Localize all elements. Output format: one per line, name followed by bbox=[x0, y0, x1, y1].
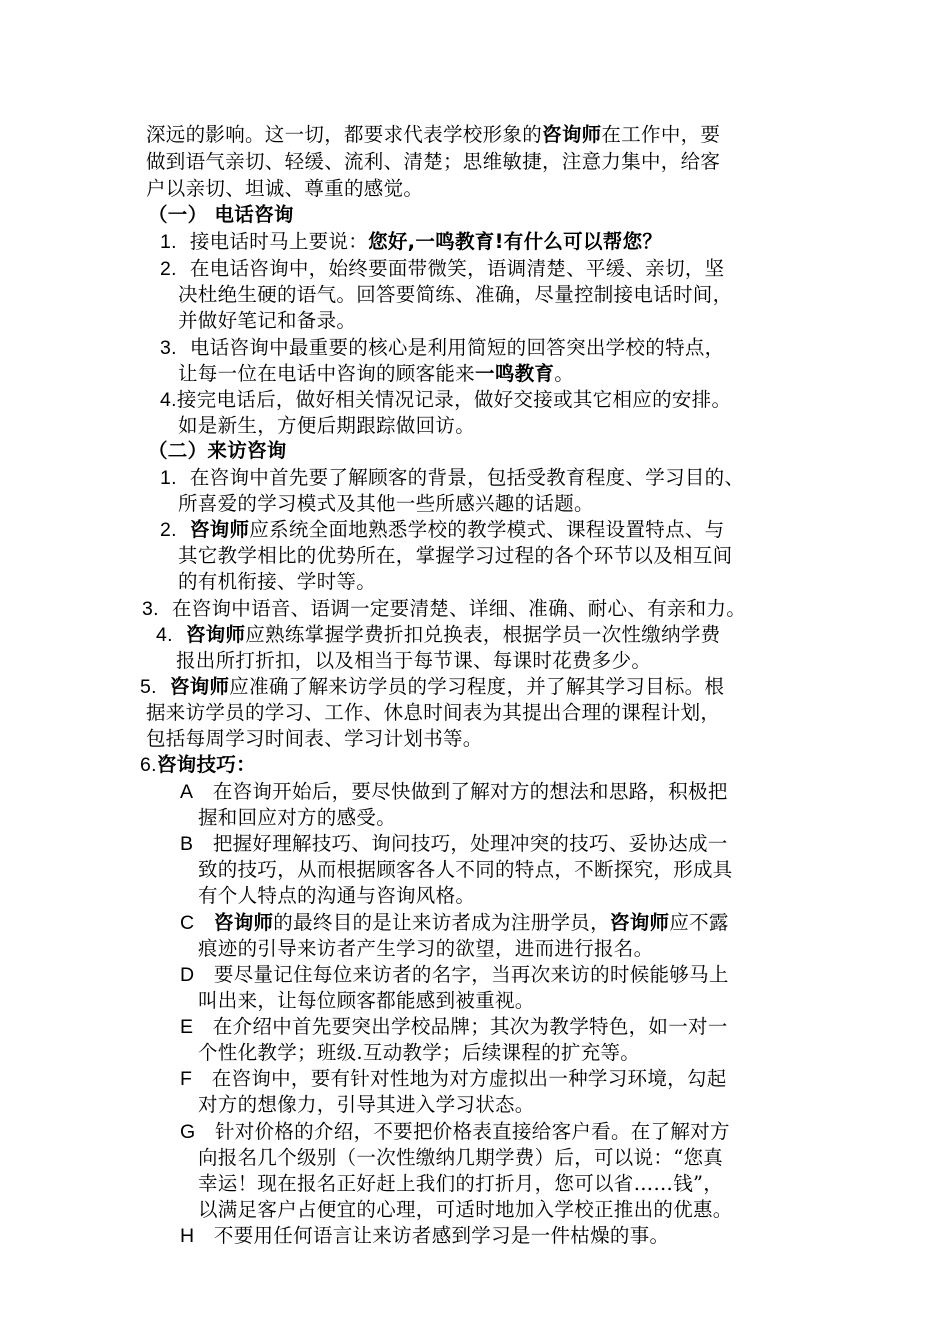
intro-line-1 bbox=[146, 122, 720, 148]
tip-text: 针对价格的介绍，不要把价格表直接给客户看。在了解对方 bbox=[214, 1120, 730, 1143]
tip-f bbox=[180, 1066, 727, 1092]
list-item-phone-1 bbox=[160, 229, 662, 255]
list-number: 4. bbox=[156, 624, 173, 646]
list-item-phone-3-cont bbox=[178, 361, 574, 387]
section-heading-visit: （二）来访咨询 bbox=[148, 439, 287, 462]
list-item-visit-3 bbox=[142, 596, 746, 622]
bold-term: 咨询师 bbox=[185, 623, 246, 646]
tip-text: 把握好理解技巧、询问技巧，处理冲突的技巧、妥协达成一 bbox=[212, 832, 728, 855]
list-number: 3. bbox=[160, 337, 177, 359]
intro-text: 深远的影响。这一切，都要求代表学校形象的 bbox=[146, 123, 543, 146]
tip-text: 在咨询中，要有针对性地为对方虚拟出一种学习环境，勾起 bbox=[211, 1067, 727, 1090]
tip-b bbox=[180, 831, 728, 857]
list-text: 应系统全面地熟悉学校的教学模式、课程设置特点、与 bbox=[249, 518, 725, 541]
list-item-visit-2 bbox=[160, 517, 724, 543]
tip-e-cont: 个性化教学；班级.互动教学；后续课程的扩充等。 bbox=[198, 1041, 641, 1064]
subheading-tips: 咨询技巧： bbox=[156, 753, 256, 776]
list-item-visit-4-cont: 报出所打折扣，以及相当于每节课、每课时花费多少。 bbox=[176, 649, 652, 672]
bold-term: 咨询师 bbox=[213, 911, 274, 934]
tip-text: 要尽量记住每位来访者的名字，当再次来访的时候能够马上 bbox=[213, 963, 729, 986]
list-number: 1. bbox=[160, 231, 177, 253]
tip-text: 不要用任何语言让来访者感到学习是一件枯燥的事。 bbox=[213, 1224, 670, 1247]
tip-letter: B bbox=[180, 833, 194, 855]
list-number: 4. bbox=[160, 389, 177, 411]
list-text: 电话咨询中最重要的核心是利用简短的回答突出学校的特点， bbox=[189, 336, 725, 359]
tip-d bbox=[180, 962, 729, 988]
intro-line-3: 户以亲切、坦诚、尊重的感觉。 bbox=[146, 177, 424, 200]
intro-line-2: 做到语气亲切、轻缓、流利、清楚；思维敏捷，注意力集中，给客 bbox=[146, 150, 721, 173]
tip-f-cont: 对方的想像力，引导其进入学习状态。 bbox=[198, 1093, 535, 1116]
bold-term: 咨询师 bbox=[189, 518, 250, 541]
list-text: 让每一位在电话中咨询的顾客能来 bbox=[178, 362, 476, 385]
tip-letter: H bbox=[180, 1225, 195, 1247]
tip-d-cont: 叫出来，让每位顾客都能感到被重视。 bbox=[198, 989, 535, 1012]
list-item-phone-2-cont: 并做好笔记和备录。 bbox=[178, 309, 357, 332]
list-item-phone-2 bbox=[160, 256, 724, 282]
list-item-visit-4 bbox=[156, 622, 720, 648]
list-text: 在咨询中首先要了解顾客的背景，包括受教育程度、学习目的、 bbox=[189, 466, 745, 489]
tip-letter: A bbox=[180, 781, 194, 803]
tip-letter: C bbox=[180, 912, 195, 934]
list-text: 。 bbox=[554, 362, 575, 385]
section-heading-phone: （一） 电话咨询 bbox=[148, 203, 294, 226]
intro-text: 在工作中，要 bbox=[601, 123, 721, 146]
list-text: 接完电话后，做好相关情况记录，做好交接或其它相应的安排。 bbox=[176, 388, 732, 411]
tip-b-cont: 致的技巧，从而根据顾客各人不同的特点，不断探究，形成具 bbox=[198, 858, 733, 881]
list-text: 接电话时马上要说： bbox=[189, 230, 369, 253]
tip-g-cont: 幸运！现在报名正好赶上我们的打折月，您可以省……钱”， bbox=[198, 1172, 724, 1195]
list-item-visit-5-cont: 包括每周学习时间表、学习计划书等。 bbox=[146, 727, 483, 750]
greeting-phrase: 您好,一鸣教育!有什么可以帮您？ bbox=[368, 230, 663, 253]
bold-term: 咨询师 bbox=[169, 675, 230, 698]
list-text: 应熟练掌握学费折扣兑换表，根据学员一次性缴纳学费 bbox=[245, 623, 721, 646]
list-item-visit-5-cont: 据来访学员的学习、工作、休息时间表为其提出合理的课程计划， bbox=[146, 701, 721, 724]
list-text: 在电话咨询中，始终要面带微笑，语调清楚、平缓、亲切，坚 bbox=[189, 257, 725, 280]
list-item-visit-1-cont: 所喜爱的学习模式及其他一些所感兴趣的话题。 bbox=[178, 492, 594, 515]
tip-letter: E bbox=[180, 1016, 194, 1038]
brand-name: 一鸣教育 bbox=[475, 362, 555, 385]
list-number: 6. bbox=[140, 754, 157, 776]
tip-text: 在咨询开始后，要尽快做到了解对方的想法和思路，积极把 bbox=[212, 780, 728, 803]
tip-g-cont: 向报名几个级别（一次性缴纳几期学费）后，可以说：“您真 bbox=[198, 1146, 724, 1169]
list-item-visit-5 bbox=[140, 674, 724, 700]
tip-e bbox=[180, 1014, 728, 1040]
tip-a-cont: 握和回应对方的感受。 bbox=[198, 806, 397, 829]
tip-c bbox=[180, 910, 729, 936]
list-item-phone-2-cont: 决杜绝生硬的语气。回答要简练、准确，尽量控制接电话时间， bbox=[178, 283, 733, 306]
tip-c-cont: 痕迹的引导来访者产生学习的欲望，进而进行报名。 bbox=[198, 937, 654, 960]
tip-b-cont: 有个人特点的沟通与咨询风格。 bbox=[198, 884, 476, 907]
tip-g bbox=[180, 1119, 730, 1145]
list-number: 2. bbox=[160, 519, 177, 541]
list-text: 在咨询中语音、语调一定要清楚、详细、准确、耐心、有亲和力。 bbox=[171, 597, 747, 620]
list-number: 3. bbox=[142, 598, 159, 620]
tip-letter: G bbox=[180, 1121, 196, 1143]
tip-text: 在介绍中首先要突出学校品牌；其次为教学特色，如一对一 bbox=[212, 1015, 728, 1038]
list-item-phone-3 bbox=[160, 335, 724, 361]
list-item-visit-2-cont: 的有机衔接、学时等。 bbox=[178, 570, 377, 593]
intro-bold-term: 咨询师 bbox=[542, 123, 602, 146]
list-item-visit-1 bbox=[160, 465, 744, 491]
tip-h bbox=[180, 1223, 669, 1249]
list-text: 应准确了解来访学员的学习程度，并了解其学习目标。根 bbox=[229, 675, 725, 698]
list-number: 2. bbox=[160, 258, 177, 280]
tip-a bbox=[180, 779, 728, 805]
list-item-phone-4 bbox=[160, 387, 731, 413]
tip-text: 的最终目的是让来访者成为注册学员， bbox=[273, 911, 610, 934]
tip-letter: D bbox=[180, 964, 195, 986]
list-number: 5. bbox=[140, 676, 157, 698]
list-item-phone-4-cont: 如是新生，方便后期跟踪做回访。 bbox=[178, 414, 476, 437]
tip-g-cont: 以满足客户占便宜的心理，可适时地加入学校正推出的优惠。 bbox=[198, 1198, 733, 1221]
tip-letter: F bbox=[180, 1068, 193, 1090]
list-number: 1. bbox=[160, 467, 177, 489]
tip-text: 应不露 bbox=[669, 911, 729, 934]
bold-term: 咨询师 bbox=[609, 911, 670, 934]
list-item-visit-6 bbox=[140, 752, 256, 778]
list-item-visit-2-cont: 其它教学相比的优势所在，掌握学习过程的各个环节以及相互间 bbox=[178, 544, 733, 567]
